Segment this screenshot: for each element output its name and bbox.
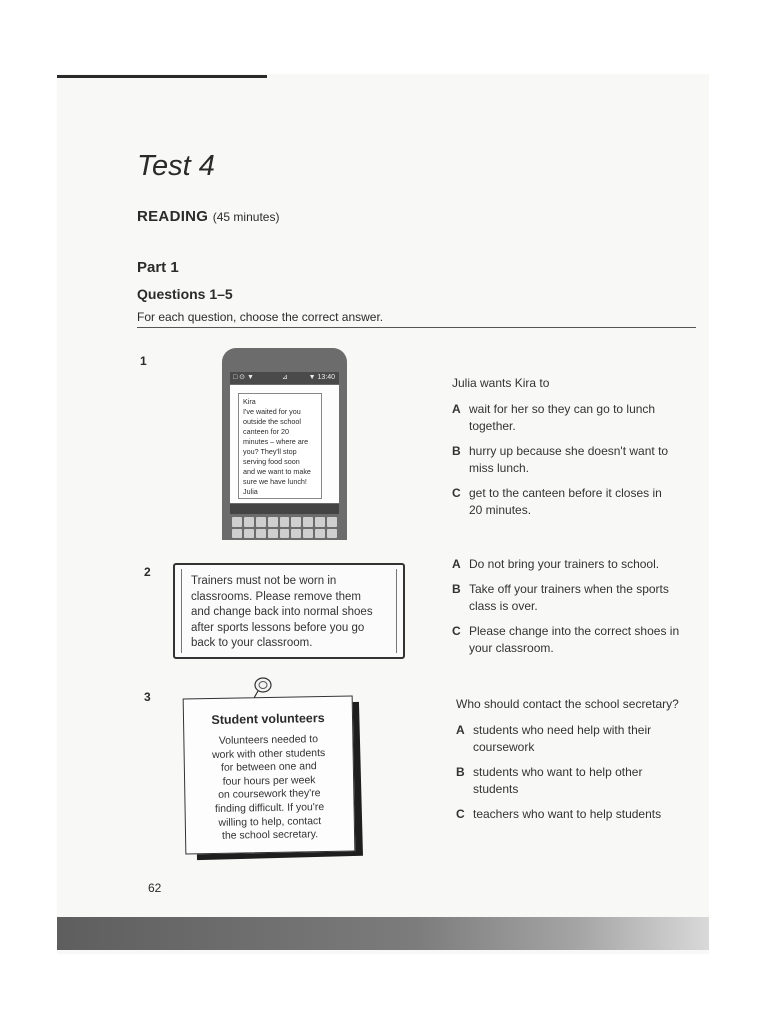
phone-status-bar xyxy=(230,372,339,384)
q1-answers xyxy=(452,375,702,527)
option-letter: C xyxy=(456,807,465,821)
answer-option-c[interactable] xyxy=(456,806,706,823)
pushpin-icon xyxy=(250,676,274,700)
part-heading: Part 1 xyxy=(137,259,179,276)
option-text: students xyxy=(473,782,519,796)
message-line: Kira xyxy=(243,397,256,406)
notice-line: Volunteers needed to xyxy=(218,733,319,747)
q3-answers xyxy=(456,696,706,831)
question-number-2: 2 xyxy=(144,565,151,579)
phone-signal-icon: ⊿ xyxy=(282,374,288,381)
phone-screen xyxy=(230,385,339,503)
answer-option-a[interactable] xyxy=(452,401,702,435)
answer-option-a[interactable] xyxy=(456,722,706,756)
notice-line: for between one and xyxy=(220,760,317,775)
message-line: and we want to make xyxy=(243,467,311,476)
section-duration: (45 minutes) xyxy=(212,210,280,224)
instruction-text: For each question, choose the correct answer. xyxy=(137,310,384,324)
notice-text xyxy=(184,733,354,845)
message-line: sure we have lunch! xyxy=(243,477,307,486)
page-number: 62 xyxy=(148,881,162,895)
message-line: you? They'll stop xyxy=(243,447,297,456)
notice-line: back to your classroom. xyxy=(191,637,313,649)
notice-line: four hours per week xyxy=(222,773,316,788)
answer-option-c[interactable] xyxy=(452,485,702,519)
text-message xyxy=(238,393,322,499)
top-rule xyxy=(57,75,267,78)
notice-line: work with other students xyxy=(211,746,326,761)
message-line: Julia xyxy=(243,487,258,496)
option-text: miss lunch. xyxy=(469,461,530,475)
option-letter: A xyxy=(456,723,465,737)
notice-line: after sports lessons before you go xyxy=(191,621,365,634)
message-line: outside the school xyxy=(243,417,301,426)
question-number-3: 3 xyxy=(144,690,151,704)
answer-option-b[interactable] xyxy=(452,443,702,477)
volunteers-notice xyxy=(183,696,356,855)
option-letter: B xyxy=(452,444,461,458)
message-line: canteen for 20 xyxy=(243,427,289,436)
option-text: Take off your trainers when the sports xyxy=(469,582,669,596)
divider xyxy=(137,327,696,328)
phone-toolbar xyxy=(230,504,339,514)
question-stem: Julia wants Kira to xyxy=(452,376,550,390)
option-text: hurry up because she doesn't want to xyxy=(469,444,669,458)
notice-line: the school secretary. xyxy=(221,828,319,842)
option-text: 20 minutes. xyxy=(469,503,532,517)
option-letter: C xyxy=(452,624,461,638)
option-text: class is over. xyxy=(469,599,538,613)
trainers-notice xyxy=(173,563,405,659)
notice-line: finding difficult. If you're xyxy=(214,801,325,815)
option-text: teachers who want to help students xyxy=(473,807,662,821)
test-title: Test 4 xyxy=(137,150,215,182)
option-letter: A xyxy=(452,557,461,571)
q2-answers xyxy=(452,556,702,665)
phone-clock: ▼ 13:40 xyxy=(308,374,335,381)
notice-title: Student volunteers xyxy=(211,711,325,727)
answer-option-b[interactable] xyxy=(452,581,702,615)
message-line: I've waited for you xyxy=(243,407,301,416)
option-letter: B xyxy=(452,582,461,596)
notice-line: willing to help, contact xyxy=(218,814,322,829)
answer-option-b[interactable] xyxy=(456,764,706,798)
answer-option-a[interactable] xyxy=(452,556,702,573)
message-line: minutes – where are xyxy=(243,437,309,446)
option-text: wait for her so they can go to lunch xyxy=(469,402,656,416)
section-heading xyxy=(137,208,279,225)
phone-status-icons: □ ⊙ ▼ xyxy=(233,374,254,381)
answer-option-c[interactable] xyxy=(452,623,702,657)
option-text: Please change into the correct shoes in xyxy=(469,624,680,638)
option-text: together. xyxy=(469,419,516,433)
notice-line: on coursework they're xyxy=(218,787,321,802)
option-text: coursework xyxy=(473,740,535,754)
option-letter: B xyxy=(456,765,465,779)
questions-heading: Questions 1–5 xyxy=(137,286,233,302)
notice-line: Trainers must not be worn in xyxy=(191,575,337,587)
notice-text xyxy=(191,574,373,652)
option-text: your classroom. xyxy=(469,641,554,655)
notice-line: classrooms. Please remove them xyxy=(191,590,362,603)
question-number-1: 1 xyxy=(140,354,147,368)
option-letter: C xyxy=(452,486,461,500)
question-stem: Who should contact the school secretary? xyxy=(456,697,679,711)
section-name: READING xyxy=(137,208,209,225)
option-text: Do not bring your trainers to school. xyxy=(469,557,660,571)
option-text: students who want to help other xyxy=(473,765,643,779)
notice-line: and change back into normal shoes xyxy=(191,606,373,618)
option-letter: A xyxy=(452,402,461,416)
option-text: students who need help with their xyxy=(473,723,652,737)
option-text: get to the canteen before it closes in xyxy=(469,486,662,500)
bottom-band xyxy=(57,917,709,950)
phone-image xyxy=(222,348,347,540)
phone-keyboard xyxy=(230,515,339,540)
message-line: serving food soon xyxy=(243,457,300,466)
